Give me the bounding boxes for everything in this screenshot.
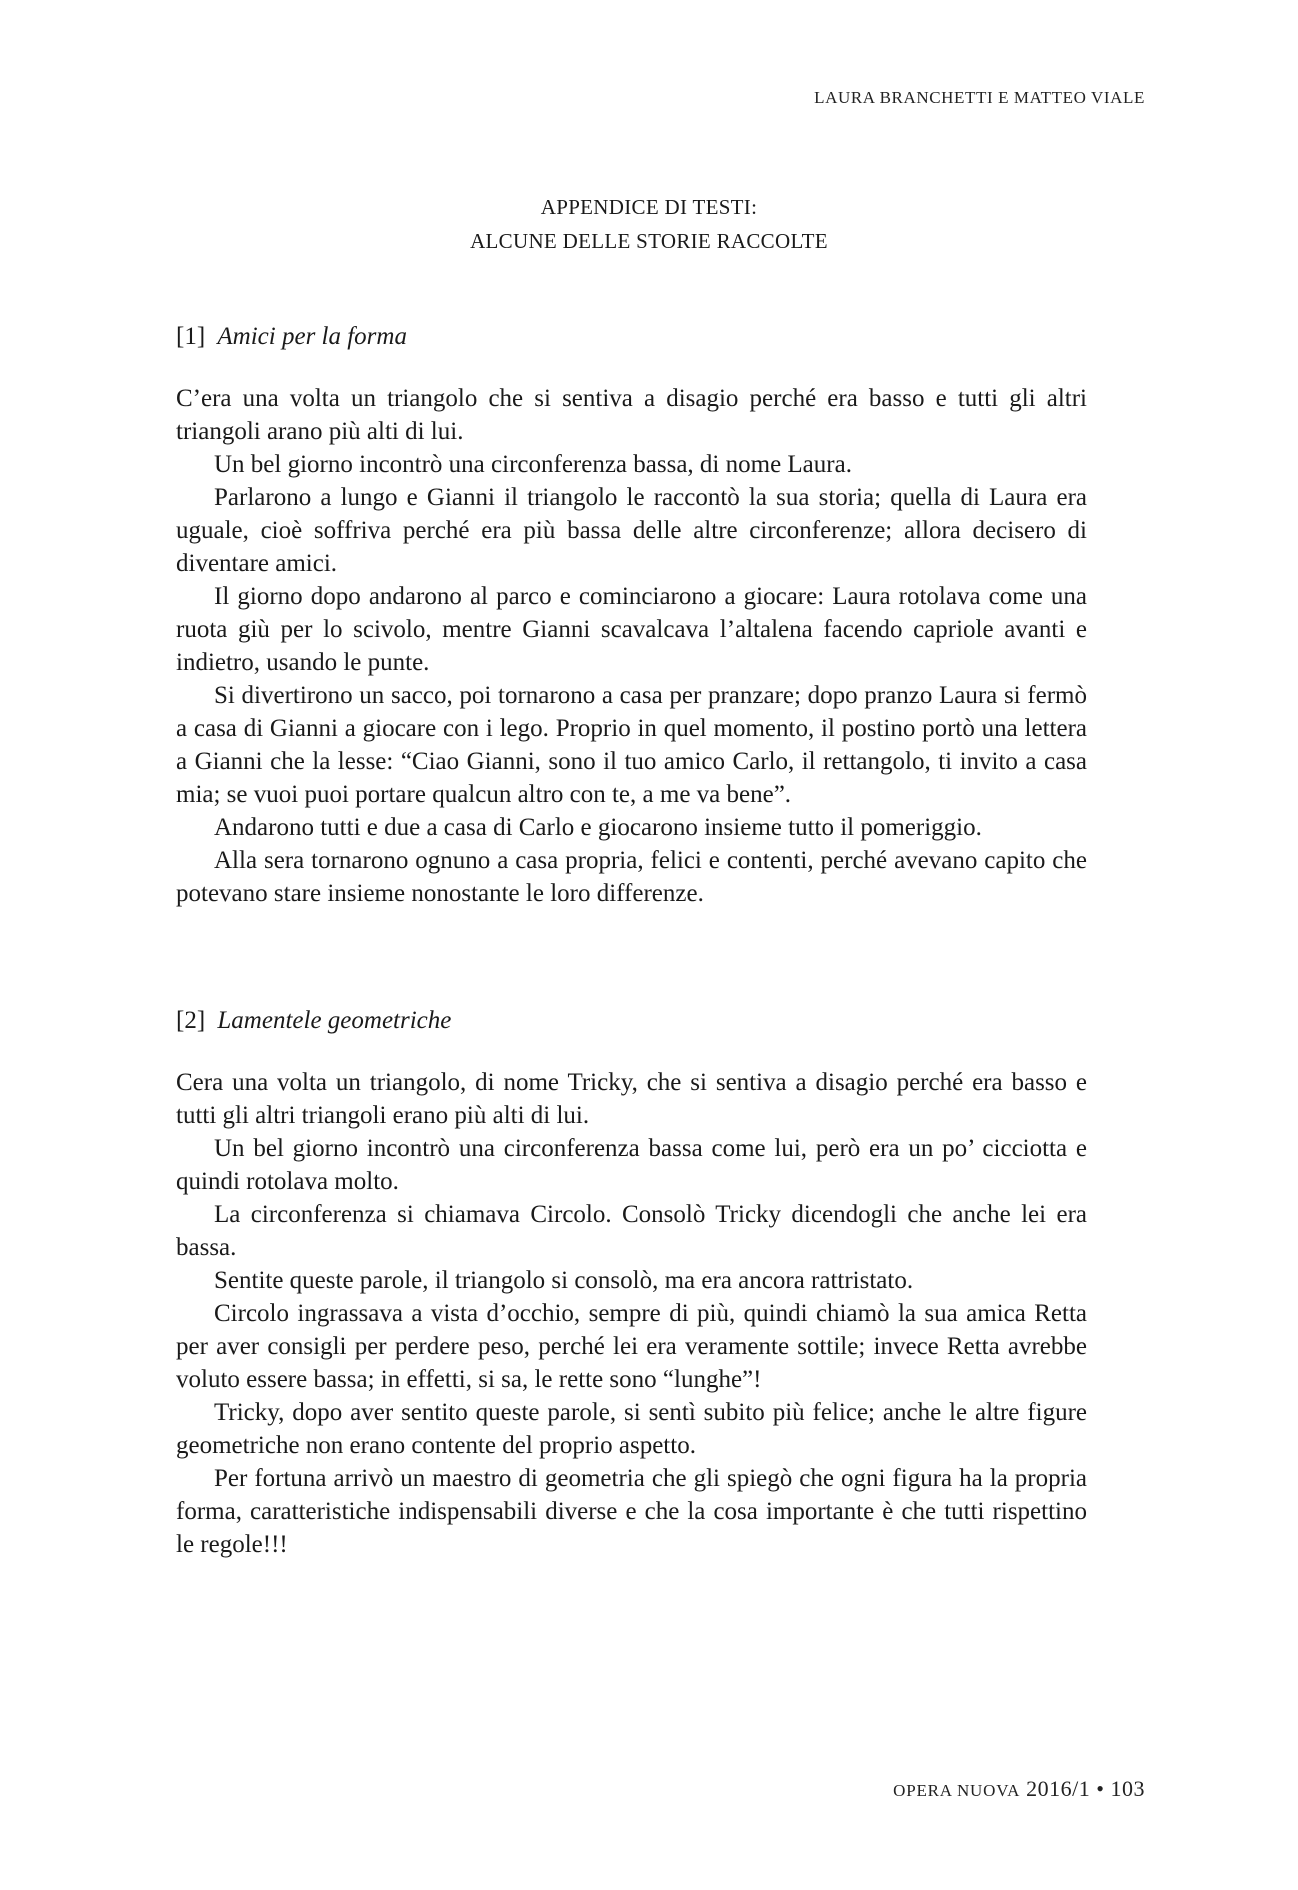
story-paragraph: La circonferenza si chiamava Circolo. Consolò Tricky dicendogli che anche lei era bassa. bbox=[176, 1201, 1087, 1261]
story-paragraph: Alla sera tornarono ognuno a casa propria, felici e contenti, perché avevano capito che potevano stare insieme nonostante le loro differenze. bbox=[176, 847, 1087, 907]
story-paragraph: Sentite queste parole, il triangolo si consolò, ma era ancora rattristato. bbox=[214, 1267, 914, 1294]
story-paragraph: Un bel giorno incontrò una circonferenza bassa come lui, però era un po’ cicciotta e quindi rotolava molto. bbox=[176, 1135, 1087, 1195]
story-title: Amici per la forma bbox=[217, 323, 407, 350]
story-paragraph: Si divertirono un sacco, poi tornarono a casa per pranzare; dopo pranzo Laura si fermò a casa di Gianni a giocare con i lego. Proprio in quel momento, il postino portò una lettera a Gianni che la lesse: “Ciao Gianni, sono il tuo amico Carlo, il rettangolo, ti invito a casa mia; se vuoi puoi portare qualcun altro con te, a me va bene”. bbox=[176, 682, 1087, 808]
appendix-title-line-1: APPENDICE DI TESTI: bbox=[540, 195, 758, 219]
story-number: [1] bbox=[176, 323, 206, 350]
appendix-title-line-2: ALCUNE DELLE STORIE RACCOLTE bbox=[470, 229, 828, 253]
story-title: Lamentele geometriche bbox=[217, 1007, 452, 1034]
story-paragraph: Cera una volta un triangolo, di nome Tricky, che si sentiva a disagio perché era basso e tutti gli altri triangoli erano più alti di lui. bbox=[176, 1069, 1087, 1129]
appendix-title bbox=[0, 190, 1298, 258]
journal-issue: 2016/1 bbox=[1026, 1776, 1091, 1801]
story-paragraph: Parlarono a lungo e Gianni il triangolo le raccontò la sua storia; quella di Laura era uguale, cioè soffriva perché era più bassa delle altre circonferenze; allora decisero di diventare amici. bbox=[176, 484, 1087, 577]
story-paragraph: C’era una volta un triangolo che si sentiva a disagio perché era basso e tutti gli altri triangoli arano più alti di lui. bbox=[176, 385, 1087, 445]
running-head-authors: LAURA BRANCHETTI E MATTEO VIALE bbox=[814, 88, 1145, 107]
story-paragraph: Andarono tutti e due a casa di Carlo e giocarono insieme tutto il pomeriggio. bbox=[214, 814, 982, 841]
page-footer bbox=[893, 1776, 1145, 1802]
journal-name: OPERA NUOVA bbox=[893, 1781, 1021, 1800]
story-lamentele-geometriche bbox=[176, 1004, 1087, 1561]
story-amici-per-la-forma bbox=[176, 320, 1087, 910]
story-paragraph: Per fortuna arrivò un maestro di geometria che gli spiegò che ogni figura ha la propria forma, caratteristiche indispensabili diverse e che la cosa importante è che tutti rispettino le regole!!! bbox=[176, 1465, 1087, 1558]
story-number: [2] bbox=[176, 1007, 206, 1034]
story-paragraph: Il giorno dopo andarono al parco e cominciarono a giocare: Laura rotolava come una ruota giù per lo scivolo, mentre Gianni scavalcava l’altalena facendo capriole avanti e indietro, usando le punte. bbox=[176, 583, 1087, 676]
story-paragraph: Circolo ingrassava a vista d’occhio, sempre di più, quindi chiamò la sua amica Retta per aver consigli per perdere peso, perché lei era veramente sottile; invece Retta avrebbe voluto essere bassa; in effetti, si sa, le rette sono “lunghe”! bbox=[176, 1300, 1087, 1393]
story-heading bbox=[176, 320, 1087, 354]
story-paragraph: Un bel giorno incontrò una circonferenza bassa, di nome Laura. bbox=[214, 451, 852, 478]
story-heading bbox=[176, 1004, 1087, 1038]
footer-separator: • bbox=[1096, 1776, 1105, 1801]
story-paragraph: Tricky, dopo aver sentito queste parole, si sentì subito più felice; anche le altre figure geometriche non erano contente del proprio aspetto. bbox=[176, 1399, 1087, 1459]
page-number: 103 bbox=[1110, 1776, 1145, 1801]
